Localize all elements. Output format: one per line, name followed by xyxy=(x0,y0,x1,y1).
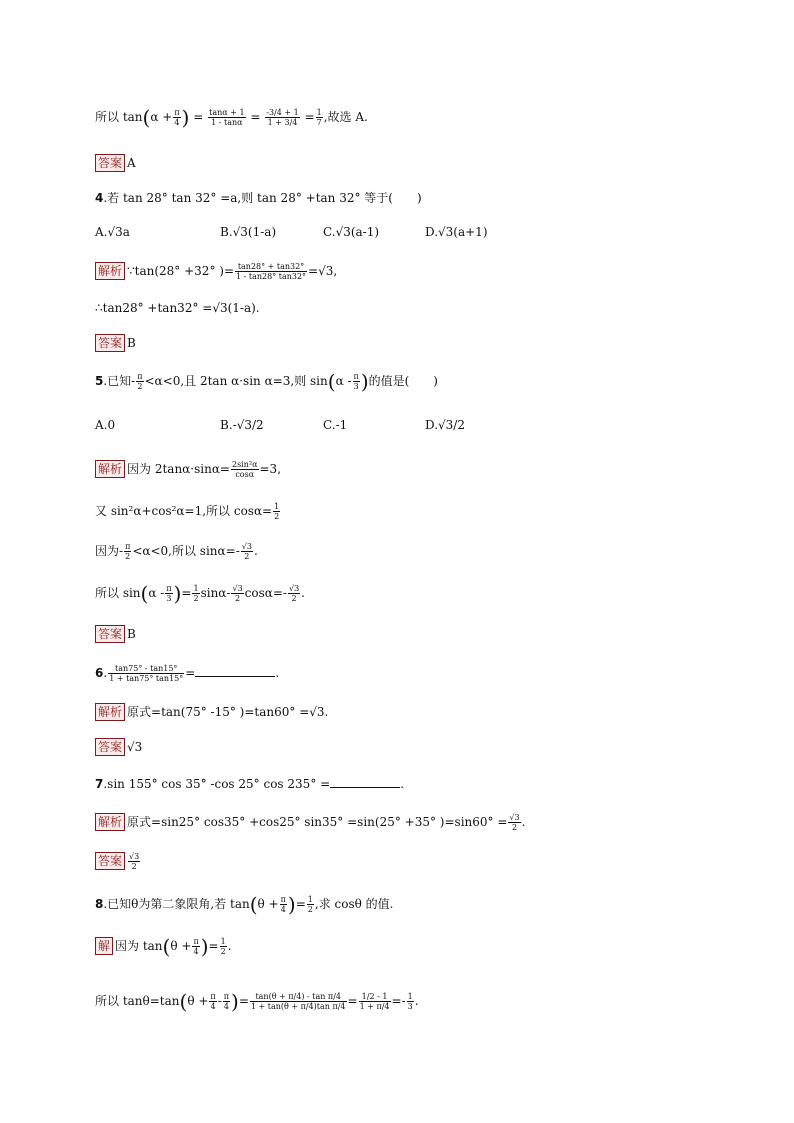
text: = xyxy=(193,110,204,124)
fraction xyxy=(124,542,131,561)
text: - xyxy=(217,994,222,1008)
denominator: 2 xyxy=(131,862,137,871)
text: sinα- xyxy=(200,586,231,600)
numerator: 1 xyxy=(307,895,313,904)
denominator: 2 xyxy=(193,594,199,603)
answer-tag: 答案 xyxy=(95,154,125,172)
fraction xyxy=(209,992,216,1011)
text: = xyxy=(304,110,315,124)
numerator: 1 xyxy=(316,108,322,117)
text: <α<0,所以 sinα=- xyxy=(132,544,240,558)
denominator: 2 xyxy=(307,905,313,914)
answer-line xyxy=(95,154,136,172)
numerator: tan75° - tan15° xyxy=(108,664,184,674)
question-8 xyxy=(95,892,394,917)
denominator: 7 xyxy=(316,118,322,127)
denominator: 1 + π/4 xyxy=(359,1002,390,1011)
option-d: D.√3(a+1) xyxy=(425,225,488,239)
denominator: 4 xyxy=(193,947,199,956)
denominator: 1 - tanα xyxy=(211,118,243,127)
analysis-line xyxy=(95,300,260,316)
text: = xyxy=(238,994,249,1008)
numerator: 2sin²α xyxy=(231,460,258,469)
text: . xyxy=(414,994,419,1008)
paren-right: ) xyxy=(231,989,239,1014)
paren-right: ) xyxy=(181,105,190,130)
numerator: √3 xyxy=(288,584,300,593)
denominator: 2 xyxy=(511,823,518,832)
denominator: 4 xyxy=(223,1002,229,1011)
text: . xyxy=(227,939,232,953)
text: 原式=sin25° cos35° +cos25° sin35° =sin(25° +35° )=sin60° = xyxy=(127,815,508,829)
fraction xyxy=(165,584,172,603)
numerator: -3/4 + 1 xyxy=(266,108,299,117)
solution-tag: 解 xyxy=(95,937,113,955)
numerator: √3 xyxy=(241,542,252,551)
fill-blank[interactable] xyxy=(195,666,275,677)
denominator: cosα xyxy=(235,470,255,479)
answer-tag: 答案 xyxy=(95,738,125,756)
question-4 xyxy=(95,190,422,206)
numerator: π xyxy=(280,895,286,904)
paren-right: ) xyxy=(360,369,369,394)
fraction xyxy=(231,584,243,603)
text: . xyxy=(521,815,526,829)
fraction xyxy=(223,992,230,1011)
text: 因为 tan xyxy=(115,939,163,953)
numerator: 1 xyxy=(193,584,199,593)
fraction xyxy=(316,108,323,127)
answer-line xyxy=(95,625,136,643)
text: . xyxy=(253,544,258,558)
fraction xyxy=(288,584,300,603)
answer-value: B xyxy=(127,627,136,641)
text: ,故选 A. xyxy=(323,110,368,124)
denominator: 4 xyxy=(210,1002,216,1011)
text: =3, xyxy=(259,462,282,476)
option-a: A.√3a xyxy=(95,225,130,239)
text: = xyxy=(185,666,196,680)
text: . xyxy=(103,666,108,680)
text: 原式=tan(75° -15° )=tan60° =√3. xyxy=(127,705,329,719)
denominator: 2 xyxy=(125,552,131,561)
text: .已知θ为第二象限角,若 tan xyxy=(103,897,250,911)
analysis-tag: 解析 xyxy=(95,262,125,280)
text: θ + xyxy=(170,939,192,953)
question-number: 4 xyxy=(95,191,104,205)
option-b: B.√3(1-a) xyxy=(220,225,277,239)
text: = xyxy=(347,994,358,1008)
fraction xyxy=(273,502,280,521)
text: 所以 sin xyxy=(95,586,141,600)
answer-value: B xyxy=(127,336,136,350)
fraction xyxy=(508,813,520,832)
answer-value: A xyxy=(127,156,136,170)
fraction xyxy=(353,372,360,391)
question-7 xyxy=(95,776,404,792)
numerator: π xyxy=(353,372,359,381)
text: . xyxy=(301,586,305,600)
paren-right: ) xyxy=(287,892,296,917)
numerator: √3 xyxy=(129,852,140,861)
answer-line xyxy=(95,738,142,756)
text: <α<0,且 2tan α·sin α=3,则 sin xyxy=(144,374,328,388)
question-number: 6 xyxy=(95,666,104,680)
option-c: C.√3(a-1) xyxy=(323,225,380,239)
numerator: π xyxy=(174,108,180,117)
paren-left: ( xyxy=(249,892,258,917)
denominator: 2 xyxy=(291,594,297,603)
answer-line xyxy=(95,334,136,352)
question-text: .sin 155° cos 35° -cos 25° cos 235° = xyxy=(103,777,331,791)
numerator: √3 xyxy=(509,813,520,822)
numerator: √3 xyxy=(232,584,243,593)
option-a: A.0 xyxy=(95,418,116,432)
denominator: 3 xyxy=(166,594,172,603)
analysis-line xyxy=(95,581,305,606)
denominator: 1 + tan(θ + π/4)tan π/4 xyxy=(250,1002,346,1011)
denominator: 1 + 3/4 xyxy=(267,118,298,127)
question-text: .若 tan 28° tan 32° =a,则 tan 28° +tan 32° 等于( ) xyxy=(103,191,422,205)
analysis-line xyxy=(95,460,281,479)
fraction xyxy=(173,108,180,127)
text: = xyxy=(208,939,219,953)
analysis-line xyxy=(95,813,525,832)
denominator: 1 - tan28° tan32° xyxy=(236,272,307,281)
text: ∴tan28° +tan32° =√3(1-a). xyxy=(95,301,260,315)
fraction xyxy=(307,895,314,914)
denominator: 4 xyxy=(280,905,286,914)
fraction xyxy=(359,992,391,1011)
text: = xyxy=(181,586,192,600)
analysis-line xyxy=(95,703,328,721)
numerator: tan(θ + π/4) - tan π/4 xyxy=(250,992,347,1002)
fraction xyxy=(220,937,227,956)
text: 因为 2tanα·sinα= xyxy=(127,462,230,476)
paren-left: ( xyxy=(327,369,336,394)
numerator: 1 xyxy=(407,992,413,1001)
numerator: tanα + 1 xyxy=(209,108,245,117)
denominator: 4 xyxy=(174,118,180,127)
text: α - xyxy=(335,374,352,388)
text: ∵tan(28° +32° )= xyxy=(127,264,234,278)
fraction xyxy=(280,895,287,914)
numerator: π xyxy=(210,992,216,1001)
analysis-line xyxy=(95,262,337,281)
text: = xyxy=(250,110,261,124)
text: ,求 cosθ 的值. xyxy=(314,897,394,911)
answer-value: √3 xyxy=(127,740,143,754)
analysis-tag: 解析 xyxy=(95,813,125,831)
fill-blank[interactable] xyxy=(330,777,400,788)
text: α + xyxy=(150,110,173,124)
numerator: π xyxy=(137,372,143,381)
solution-line xyxy=(95,989,419,1014)
text: =√3, xyxy=(308,264,338,278)
fraction xyxy=(235,262,307,281)
numerator: 1/2 - 1 xyxy=(359,992,391,1002)
fraction xyxy=(208,108,245,127)
numerator: π xyxy=(125,542,131,551)
solution-line xyxy=(95,934,232,959)
text: =- xyxy=(391,994,406,1008)
answer-tag: 答案 xyxy=(95,334,125,352)
fraction xyxy=(192,584,199,603)
fraction xyxy=(108,664,184,683)
denominator: 3 xyxy=(353,382,359,391)
text: 的值是( ) xyxy=(368,374,438,388)
text: θ + xyxy=(187,994,209,1008)
denominator: 1 + tan75° tan15° xyxy=(109,674,184,683)
denominator: 2 xyxy=(244,552,250,561)
numerator: π xyxy=(166,584,172,593)
question-5 xyxy=(95,369,438,394)
denominator: 2 xyxy=(137,382,143,391)
fraction xyxy=(265,108,299,127)
text: . xyxy=(400,777,405,791)
paren-right: ) xyxy=(173,581,182,606)
question-6 xyxy=(95,664,279,683)
option-b: B.-√3/2 xyxy=(220,418,264,432)
paren-left: ( xyxy=(179,989,188,1014)
question-number: 7 xyxy=(95,777,104,791)
paren-left: ( xyxy=(142,105,151,130)
option-d: D.√3/2 xyxy=(425,418,465,432)
answer-tag: 答案 xyxy=(95,625,125,643)
analysis-tag: 解析 xyxy=(95,460,125,478)
solution-line xyxy=(95,105,368,130)
text: 因为- xyxy=(95,544,124,558)
answer-tag: 答案 xyxy=(95,852,125,870)
text: 所以 tanθ=tan xyxy=(95,994,180,1008)
text: . xyxy=(275,666,280,680)
question-number: 5 xyxy=(95,374,104,388)
analysis-line xyxy=(95,502,281,521)
paren-right: ) xyxy=(200,934,209,959)
answer-line xyxy=(95,852,141,871)
text: θ + xyxy=(257,897,279,911)
numerator: 1 xyxy=(220,937,226,946)
analysis-line xyxy=(95,542,258,561)
denominator: 3 xyxy=(407,1002,413,1011)
fraction xyxy=(231,460,259,479)
denominator: 2 xyxy=(235,594,241,603)
numerator: tan28° + tan32° xyxy=(235,262,307,272)
fraction xyxy=(407,992,414,1011)
paren-left: ( xyxy=(162,934,171,959)
fraction xyxy=(250,992,347,1011)
denominator: 2 xyxy=(220,947,226,956)
analysis-tag: 解析 xyxy=(95,703,125,721)
fraction xyxy=(136,372,143,391)
fraction xyxy=(192,937,199,956)
numerator: 1 xyxy=(274,502,280,511)
text: α - xyxy=(148,586,165,600)
text: cosα=- xyxy=(244,586,287,600)
numerator: π xyxy=(193,937,199,946)
option-c: C.-1 xyxy=(323,418,348,432)
fraction xyxy=(128,852,140,871)
numerator: π xyxy=(223,992,230,1001)
text: .已知- xyxy=(103,374,136,388)
text: 又 sin²α+cos²α=1,所以 cosα= xyxy=(95,504,273,518)
paren-left: ( xyxy=(140,581,149,606)
denominator: 2 xyxy=(274,512,280,521)
text: = xyxy=(295,897,306,911)
question-number: 8 xyxy=(95,897,104,911)
text: 所以 tan xyxy=(95,110,143,124)
fraction xyxy=(241,542,253,561)
